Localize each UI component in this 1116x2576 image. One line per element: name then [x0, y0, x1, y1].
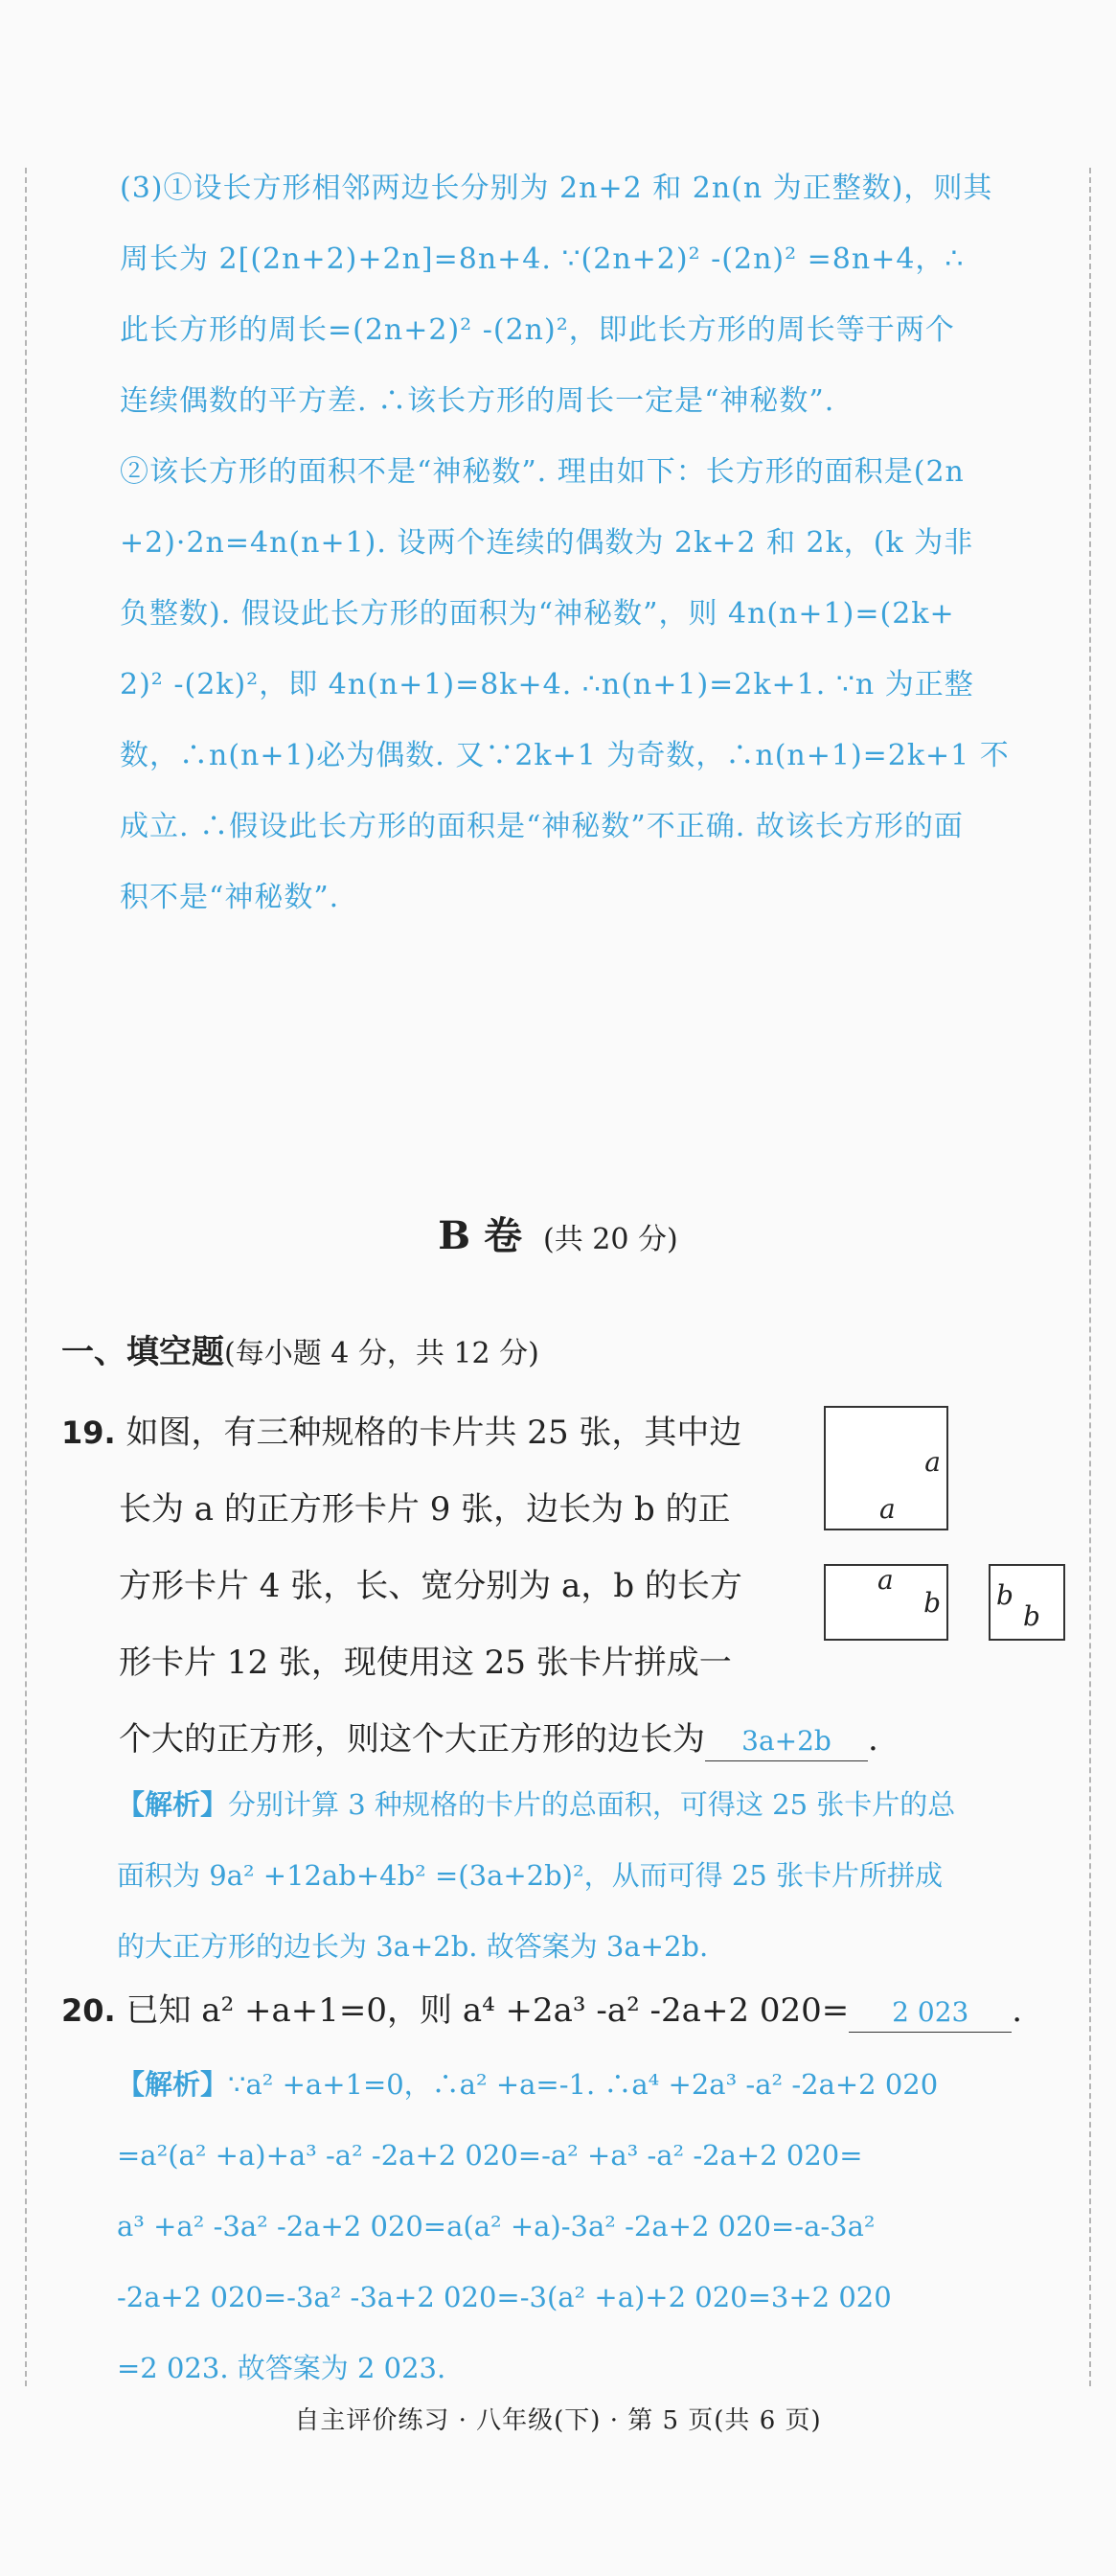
q20-analysis: [117, 2049, 1065, 2404]
answer-line: 此长方形的周长=(2n+2)² -(2n)²，即此长方形的周长等于两个: [120, 313, 955, 347]
answer-line: 连续偶数的平方差. ∴该长方形的周长一定是“神秘数”.: [120, 384, 835, 418]
section-subtitle: (共 20 分): [543, 1223, 678, 1256]
answer-line: 2)² -(2k)²，即 4n(n+1)=8k+4. ∴n(n+1)=2k+1. ∵n 为正整: [120, 668, 974, 702]
analysis-text: 分别计算 3 种规格的卡片的总面积，可得这 25 张卡片的总: [228, 1788, 956, 1821]
section-title: B 卷: [438, 1213, 523, 1258]
q18-part3-answer: [120, 153, 1068, 933]
right-binding-line: [1089, 168, 1091, 2386]
analysis-text: a³ +a² -3a² -2a+2 020=a(a² +a)-3a² -2a+2 020=-a-3a²: [117, 2210, 876, 2242]
question-number: 20.: [61, 1992, 116, 2029]
answer-line: (3)①设长方形相邻两边长分别为 2n+2 和 2n(n 为正整数)，则其: [120, 172, 993, 205]
card-label: a: [877, 1564, 894, 1596]
answer-line: 成立. ∴假设此长方形的面积是“神秘数”不正确. 故该长方形的面: [120, 810, 964, 843]
answer-line: 负整数). 假设此长方形的面积为“神秘数”，则 4n(n+1)=(2k+: [120, 597, 955, 631]
page-footer: 自主评价练习 · 八年级(下) · 第 5 页(共 6 页): [294, 2406, 822, 2435]
answer-line: 数，∴n(n+1)必为偶数. 又∵2k+1 为奇数，∴n(n+1)=2k+1 不: [120, 739, 1010, 772]
question-text: 方形卡片 4 张，长、宽分别为 a，b 的长方: [119, 1567, 742, 1605]
section-heading: [0, 1206, 1116, 1260]
question-number: 19.: [61, 1414, 116, 1451]
card-label: b: [1023, 1600, 1040, 1632]
card-big-square: [824, 1406, 948, 1530]
analysis-text: =a²(a² +a)+a³ -a² -2a+2 020=-a² +a³ -a² -2a+2 020=: [117, 2139, 863, 2172]
answer-blank: 3a+2b: [705, 1722, 868, 1761]
card-small-square: [989, 1564, 1065, 1641]
q19-analysis: [117, 1769, 1065, 1982]
card-label: a: [879, 1493, 896, 1525]
card-label: b: [996, 1579, 1014, 1611]
analysis-tag: 【解析】: [117, 2068, 229, 2101]
question-text: 形卡片 12 张，现使用这 25 张卡片拼成一: [119, 1644, 732, 1682]
question-text: .: [868, 1720, 878, 1759]
question-19: [61, 1394, 878, 1778]
analysis-text: 面积为 9a² +12ab+4b² =(3a+2b)²，从而可得 25 张卡片所拼成: [117, 1859, 943, 1892]
analysis-text: 的大正方形的边长为 3a+2b. 故答案为 3a+2b.: [117, 1930, 709, 1963]
question-text: 如图，有三种规格的卡片共 25 张，其中边: [125, 1414, 742, 1452]
part-heading: [61, 1325, 539, 1372]
analysis-text: -2a+2 020=-3a² -3a+2 020=-3(a² +a)+2 020=3+2 020: [117, 2281, 892, 2313]
part-title: 一、填空题: [61, 1333, 224, 1371]
analysis-tag: 【解析】: [117, 1788, 229, 1821]
answer-line: 周长为 2[(2n+2)+2n]=8n+4. ∵(2n+2)² -(2n)² =8n+4，∴: [120, 242, 965, 276]
answer-line: 积不是“神秘数”.: [120, 881, 340, 914]
card-label: a: [924, 1446, 941, 1478]
question-20: [61, 1982, 1077, 2039]
question-text: 个大的正方形，则这个大正方形的边长为: [119, 1720, 705, 1759]
answer-blank: 2 023: [849, 1993, 1012, 2033]
analysis-text: =2 023. 故答案为 2 023.: [117, 2352, 446, 2384]
analysis-text: ∵a² +a+1=0，∴a² +a=-1. ∴a⁴ +2a³ -a² -2a+2 020: [228, 2068, 939, 2101]
part-note: (每小题 4 分，共 12 分): [224, 1337, 539, 1370]
question-text: .: [1012, 1991, 1023, 2030]
left-binding-line: [25, 168, 27, 2386]
card-label: b: [923, 1587, 941, 1619]
answer-line: +2)·2n=4n(n+1). 设两个连续的偶数为 2k+2 和 2k，(k 为非: [120, 526, 974, 560]
card-rectangle: [824, 1564, 948, 1641]
question-text: 长为 a 的正方形卡片 9 张，边长为 b 的正: [119, 1490, 731, 1529]
answer-line: ②该长方形的面积不是“神秘数”. 理由如下：长方形的面积是(2n: [120, 455, 965, 489]
question-text: 已知 a² +a+1=0，则 a⁴ +2a³ -a² -2a+2 020=: [125, 1991, 850, 2030]
